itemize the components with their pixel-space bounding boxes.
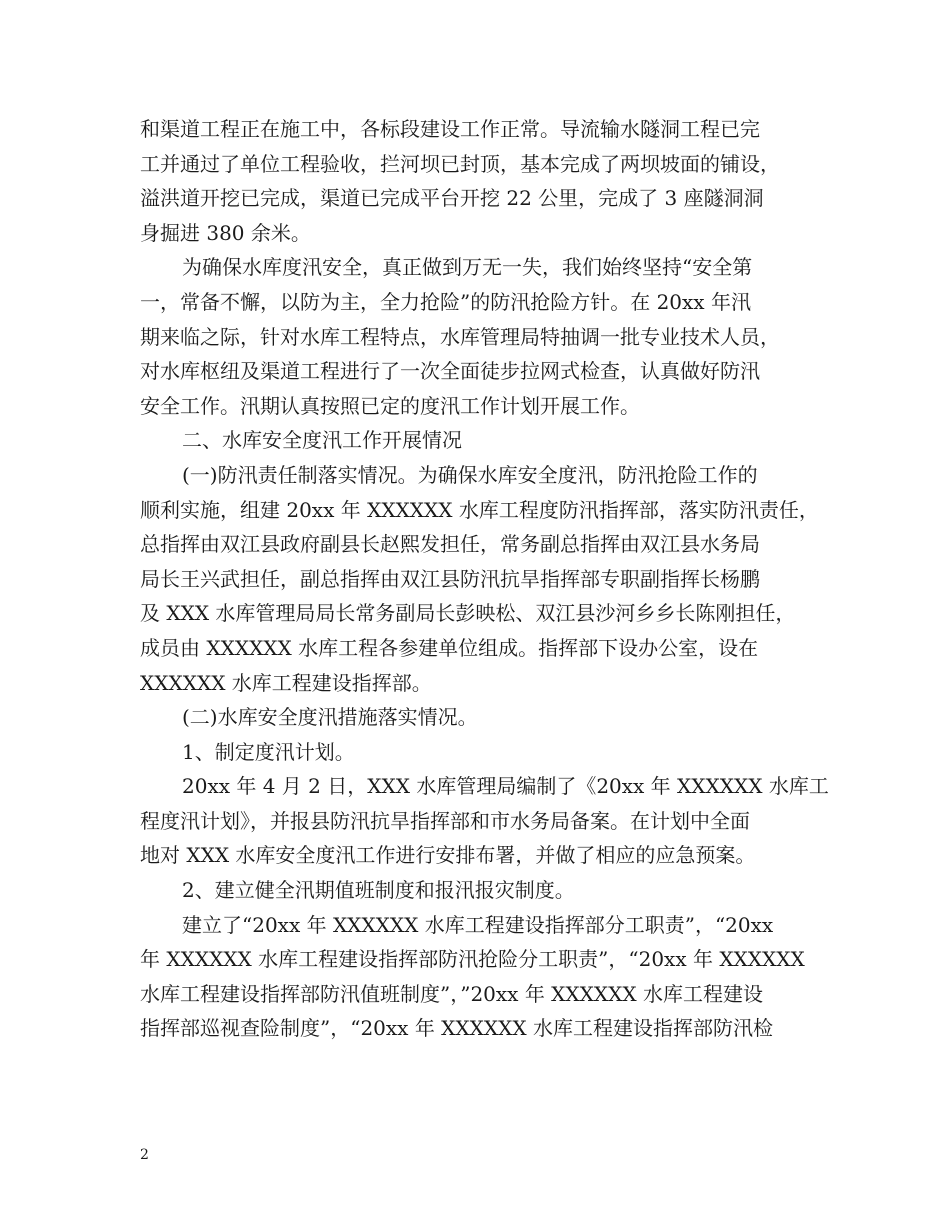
text-line: 年 XXXXXX 水库工程建设指挥部防汛抢险分工职责”，“20xx 年 XXXXXX <box>140 947 805 972</box>
text-line: 及 XXX 水库管理局局长常务副局长彭映松、双江县沙河乡乡长陈刚担任， <box>140 601 796 626</box>
text-line: 成员由 XXXXXX 水库工程各参建单位组成。指挥部下设办公室，设在 <box>140 635 759 660</box>
subsection-heading: (二)水库安全度汛措施落实情况。 <box>182 705 478 730</box>
section-heading: 二、水库安全度汛工作开展情况 <box>182 428 462 453</box>
paragraph-first-line: 为确保水库度汛安全，真正做到万无一失，我们始终坚持“安全第 <box>182 255 753 280</box>
text-line: 水库工程建设指挥部防汛值班制度”，”20xx 年 XXXXXX 水库工程建设 <box>140 981 763 1006</box>
text-line: 溢洪道开挖已完成，渠道已完成平台开挖 22 公里，完成了 3 座隧洞洞 <box>140 186 764 211</box>
text-line: 安全工作。汛期认真按照已定的度汛工作计划开展工作。 <box>140 393 640 418</box>
paragraph-first-line: 20xx 年 4 月 2 日，XXX 水库管理局编制了《20xx 年 XXXXXX 水库工 <box>182 774 829 799</box>
paragraph-first-line: (一)防汛责任制落实情况。为确保水库安全度汛，防汛抢险工作的 <box>182 462 758 487</box>
text-line: XXXXXX 水库工程建设指挥部。 <box>140 670 432 695</box>
text-line: 地对 XXX 水库安全度汛工作进行安排布署，并做了相应的应急预案。 <box>140 843 756 868</box>
page-number: 2 <box>140 1147 149 1163</box>
text-line: 工并通过了单位工程验收，拦河坝已封顶，基本完成了两坝坡面的铺设， <box>140 151 780 176</box>
item-heading: 1、制定度汛计划。 <box>182 739 355 764</box>
text-line: 身掘进 380 余米。 <box>140 220 311 245</box>
text-line: 一，常备不懈，以防为主，全力抢险”的防汛抢险方针。在 20xx 年汛 <box>140 289 751 314</box>
text-line: 和渠道工程正在施工中，各标段建设工作正常。导流输水隧洞工程已完 <box>140 117 760 141</box>
text-line: 总指挥由双江县政府副县长赵熙发担任，常务副总指挥由双江县水务局 <box>140 532 760 557</box>
document-body <box>140 112 829 1046</box>
text-line: 顺利实施，组建 20xx 年 XXXXXX 水库工程度防汛指挥部，落实防汛责任， <box>140 497 819 522</box>
text-line: 局长王兴武担任，副总指挥由双江县防汛抗旱指挥部专职副指挥长杨鹏 <box>140 566 760 591</box>
paragraph-first-line: 建立了“20xx 年 XXXXXX 水库工程建设指挥部分工职责”，“20xx <box>182 912 774 937</box>
text-line: 程度汛计划》，并报县防汛抗旱指挥部和市水务局备案。在计划中全面 <box>140 808 750 833</box>
text-line: 对水库枢纽及渠道工程进行了一次全面徒步拉网式检查，认真做好防汛 <box>140 359 760 384</box>
item-heading: 2、建立健全汛期值班制度和报汛报灾制度。 <box>182 878 575 903</box>
text-line: 指挥部巡视查险制度”，“20xx 年 XXXXXX 水库工程建设指挥部防汛检 <box>140 1016 773 1041</box>
text-line: 期来临之际，针对水库工程特点，水库管理局特抽调一批专业技术人员， <box>140 324 780 349</box>
